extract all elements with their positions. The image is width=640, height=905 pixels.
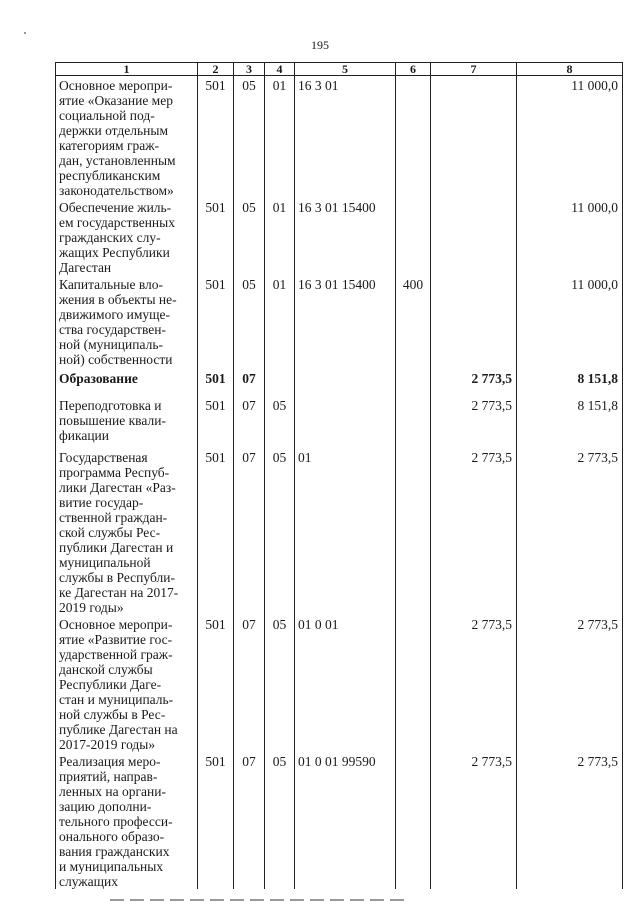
row-code-6: 400: [396, 275, 431, 367]
row-code-5: 01 0 01: [295, 615, 396, 752]
row-code-4: 05: [265, 448, 295, 615]
row-value-8: 11 000,0: [517, 275, 623, 367]
row-code-5: [295, 367, 396, 396]
row-code-4: 05: [265, 752, 295, 889]
row-code-2: 501: [198, 396, 234, 448]
row-code-3: 07: [234, 448, 265, 615]
row-name: Основное меропри- ятие «Развитие гос- ударственной граж- данской службы Республики Даге- стан и муниципаль- ной службы в Рес- публике Дагестан на 2017-2019 годы»: [56, 615, 198, 752]
row-name: Реализация меро- приятий, направ- ленных на органи- зацию дополни- тельного професси- онального образо- вания гражданских и муниципальных служащих: [56, 752, 198, 889]
row-value-7: 2 773,5: [431, 448, 517, 615]
row-code-6: [396, 448, 431, 615]
row-code-2: 501: [198, 76, 234, 199]
row-name: Основное меропри- ятие «Оказание мер социальной под- держки отдельным категориям граж- дан, установленным республиканским законодательством»: [56, 76, 198, 199]
row-value-8: 11 000,0: [517, 76, 623, 199]
row-value-8: 8 151,8: [517, 367, 623, 396]
row-name: Переподготовка и повышение квали- фикации: [56, 396, 198, 448]
row-code-6: [396, 76, 431, 199]
row-code-5: 01 0 01 99590: [295, 752, 396, 889]
row-code-2: 501: [198, 367, 234, 396]
row-code-6: [396, 367, 431, 396]
row-value-7: 2 773,5: [431, 615, 517, 752]
page-number: 195: [311, 38, 329, 52]
row-name: Обеспечение жиль- ем государственных гражданских слу- жащих Республики Дагестан: [56, 198, 198, 275]
table-row: [56, 198, 623, 275]
column-header-6: 6: [396, 63, 431, 76]
row-code-2: 501: [198, 615, 234, 752]
row-code-2: 501: [198, 275, 234, 367]
row-code-3: 05: [234, 198, 265, 275]
scan-bottom-artifact: [110, 899, 410, 901]
row-value-7: 2 773,5: [431, 752, 517, 889]
row-code-6: [396, 615, 431, 752]
row-value-8: 2 773,5: [517, 615, 623, 752]
row-value-7: [431, 76, 517, 199]
column-header-3: 3: [234, 63, 265, 76]
row-code-2: 501: [198, 752, 234, 889]
row-code-4: 01: [265, 198, 295, 275]
row-code-3: 07: [234, 615, 265, 752]
budget-table: [55, 62, 623, 889]
table-row: [56, 752, 623, 889]
row-code-4: [265, 367, 295, 396]
row-code-3: 07: [234, 367, 265, 396]
row-value-8: 2 773,5: [517, 448, 623, 615]
table-row: [56, 367, 623, 396]
row-code-6: [396, 198, 431, 275]
row-code-5: [295, 396, 396, 448]
row-code-5: 01: [295, 448, 396, 615]
row-code-5: 16 3 01 15400: [295, 275, 396, 367]
row-value-7: 2 773,5: [431, 396, 517, 448]
table-row: [56, 396, 623, 448]
row-code-4: 01: [265, 275, 295, 367]
table-row: [56, 615, 623, 752]
table-header-row: [56, 63, 623, 76]
row-code-4: 05: [265, 396, 295, 448]
row-code-4: 05: [265, 615, 295, 752]
column-header-2: 2: [198, 63, 234, 76]
row-code-5: 16 3 01: [295, 76, 396, 199]
column-header-8: 8: [517, 63, 623, 76]
row-value-7: [431, 275, 517, 367]
row-name: Образование: [56, 367, 198, 396]
row-code-3: 07: [234, 396, 265, 448]
row-code-2: 501: [198, 198, 234, 275]
row-code-3: 05: [234, 275, 265, 367]
row-code-6: [396, 752, 431, 889]
row-value-7: 2 773,5: [431, 367, 517, 396]
table-row: [56, 275, 623, 367]
row-code-3: 07: [234, 752, 265, 889]
row-code-2: 501: [198, 448, 234, 615]
table-row: [56, 448, 623, 615]
row-code-4: 01: [265, 76, 295, 199]
row-value-8: 8 151,8: [517, 396, 623, 448]
column-header-4: 4: [265, 63, 295, 76]
row-code-6: [396, 396, 431, 448]
column-header-5: 5: [295, 63, 396, 76]
column-header-1: 1: [56, 63, 198, 76]
row-value-8: 11 000,0: [517, 198, 623, 275]
row-name: Капитальные вло- жения в объекты не- движимого имуще- ства государствен- ной (муниципаль- ной) собственности: [56, 275, 198, 367]
column-header-7: 7: [431, 63, 517, 76]
row-code-5: 16 3 01 15400: [295, 198, 396, 275]
row-value-8: 2 773,5: [517, 752, 623, 889]
row-code-3: 05: [234, 76, 265, 199]
scan-speck: [24, 32, 26, 34]
row-name: Государственая программа Респуб- лики Дагестан «Раз- витие государ- ственной граждан- ской службы Рес- публики Дагестан и муниципальной службы в Республи- ке Дагестан на 2017- 2019 годы»: [56, 448, 198, 615]
table-row: [56, 76, 623, 199]
row-value-7: [431, 198, 517, 275]
